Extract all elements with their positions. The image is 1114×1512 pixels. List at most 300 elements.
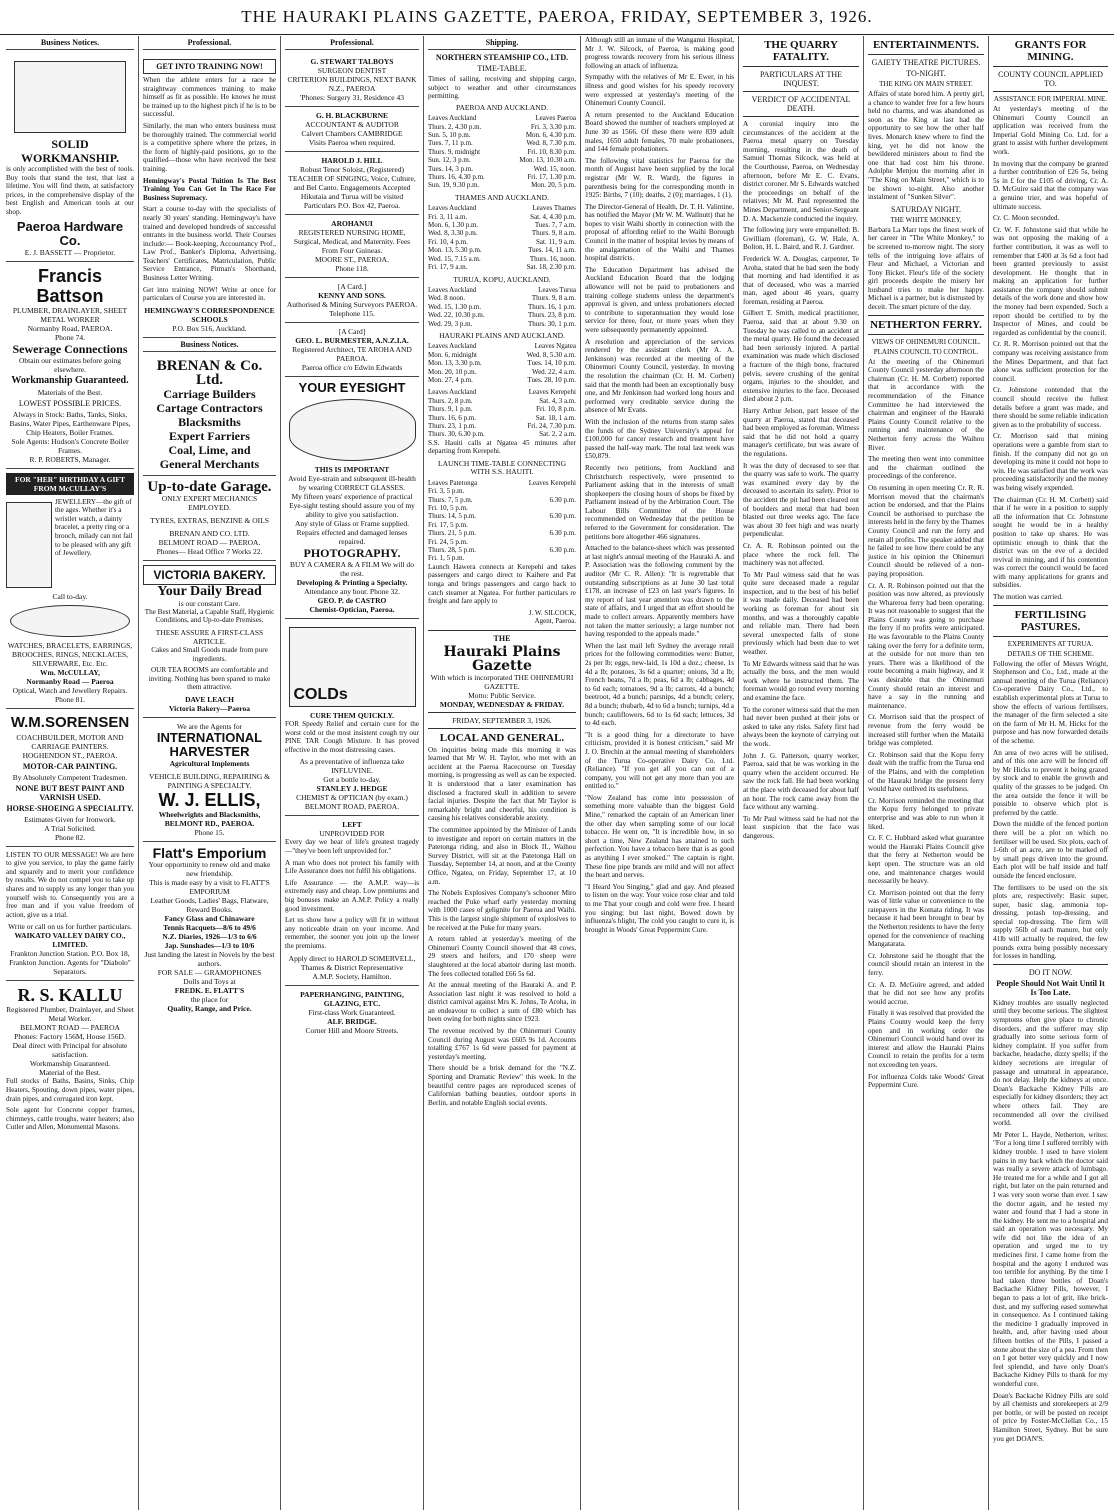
article-paragraph: On inquiries being made this morning it was learned that Mr W. H. Taylor, who met with an accident at the Paeroa Racecourse on Tuesday morning, is progressing as well as can be expected. It is understood that a later examination has disclosed a fractured skull in addition to severe facial injuries. Despite the fact that Mr Taylor is remarkably bright and cheerful, his condition is causing his relatives considerable anxiety. (428, 745, 576, 823)
article-headline: NETHERTON FERRY. (870, 318, 982, 331)
ad-text: Particulars P.O. Box 42, Paeroa. (303, 201, 401, 210)
ad-body: Similarly, the man who enters business must be thoroughly trained. The commercial world is a competitive sphere where the prizes, in the form of highly-paid positions, go to the qualified—those who have received the best training. (143, 121, 276, 173)
article-paragraph: The committee appointed by the Minister of Lands to investigate and report on certain matters in the Patetonga riding, and also in Block II., Waihou Survey District, will sit at the Patetonga Hall on Tuesday, September 14, at noon, and at the County Office, Ngatea, on Friday, September 17, at 10 a.m. (428, 826, 576, 886)
ad-text: Optical, Watch and Jewellery Repairs. (12, 685, 128, 695)
timetable-cell: Wed. 22, 10.30 p.m. (428, 311, 485, 320)
amp-ad (285, 816, 419, 985)
ad-address: BELMONT RD., PAEROA. (164, 819, 255, 828)
article-paragraph: Following the offer of Messrs Wright, Stephenson and Co., Ltd., made at the annual meeting of the Turua (Reliance) Co-operative Dairy Co., Ltd., to establish experimental plots at Turua to show the effects of various fertilisers, the manager of the firm selected a site on the farm of Mr H. M. Hicks for the purpose and has now forwarded details of the scheme. (993, 659, 1108, 745)
timetable-cell: Fri. 1, 5 p.m. (428, 554, 465, 563)
timetable-row (428, 213, 576, 221)
battson-ad (6, 262, 134, 469)
article-paragraph: Cr. Morrison said that mining operations were a gamble from start to finish. If the company did not go on developing its mine it could not hope to win. He was satisfied that the work was proceeding satisfactorily and the money was being wisely expended. (993, 432, 1108, 492)
article-subhead: ASSISTANCE FOR IMPERIAL MINE. (993, 95, 1108, 103)
article-subhead: GAIETY THEATRE PICTURES. (871, 58, 981, 67)
article-paragraph: Cr. Morrison said that the prospect of revenue from the ferry would be increased still further when the Mataiki bridge was completed. (868, 713, 984, 748)
timetable-cell: Wed. 8, 3.30 p.m. (428, 229, 478, 238)
timetable-cell: Thurs. 21, 5 p.m. (428, 529, 477, 538)
article-paragraph: Cr. Robinson said that the Kopu ferry dealt with the traffic from the Turua end of the Plains, and with the completion of the Hauraki bridge the present ferry would have outlived its usefulness. (868, 750, 984, 794)
ad-name: Francis Battson (36, 265, 104, 306)
timetable-cell: Fri. 17, 9 a.m. (428, 263, 468, 272)
ad-text: Paeroa office c/o Edwin Edwards (301, 363, 403, 372)
ad-heading: COLDs (293, 686, 348, 703)
timetable-cell: Sun. 5, 10 p.m. (428, 131, 471, 139)
ad-text: Authorised & Mining Surveyors PAEROA. (286, 300, 418, 309)
article-paragraph: Cr. Morrison pointed out that the ferry was of little value or convenience to the ratepayers in the Komata riding. It was because it had been brought to bear by the Netherton residents to have the ferry opened for the convenience of reaching Mangatarata. (868, 888, 984, 949)
timetable-cell: Sat. 11, 9 a.m. (536, 237, 576, 246)
ad-text: Apply direct to HAROLD SOMERVELL, (288, 953, 416, 963)
timetable-note: Launch Hawera connects at Kerepehi and takes passengers and cargo direct to Kaihere and Pat tonga and brings passengers and cargo back to catch steamer at Ngatea. For further particulars re freight and fare apply to (428, 562, 576, 606)
timetable (428, 460, 576, 626)
article-subhead: SATURDAY NIGHT. (891, 204, 961, 214)
timetable-row (428, 229, 576, 237)
article-subhead: PLAINS COUNCIL TO CONTROL. (873, 347, 979, 356)
timetable-cell: Fri. 3, 11 a.m. (428, 212, 468, 221)
gazette-date: FRIDAY, SEPTEMBER 3, 1926. (452, 715, 552, 725)
ad-text: First-class Work Guaranteed. (308, 1007, 396, 1017)
ad-text: Fancy Glass and Chinaware (164, 914, 255, 923)
ad-heading: Up-to-date Garage. (147, 478, 272, 495)
timetable-title: TIME-TABLE. (477, 64, 527, 73)
timetable-row (428, 414, 576, 422)
ad-heading: YOUR EYESIGHT (298, 380, 406, 395)
timetable-row (428, 131, 576, 139)
ad-text: A Trial Solicited. (44, 823, 96, 833)
ad-line: Carriage Builders (163, 386, 256, 401)
ad-name: WAIKATO VALLEY DAIRY CO., LIMITED. (14, 931, 126, 950)
ad-text: Write or call on us for further particulars. (8, 922, 132, 932)
article-headline: FERTILISING PASTURES. (1014, 608, 1087, 633)
ad-phone: 'Phones: Surgery 31, Residence 43 (300, 93, 404, 102)
blackburne-card (285, 107, 419, 152)
timetable-row (428, 487, 576, 495)
timetable (428, 332, 576, 384)
ad-name: Flatt's Emporium (152, 845, 267, 861)
article-paragraph: Down the middle of the fenced portion there will be a plot on which no fertiliser will be used. Six plots, each of 1-6th of an acre, are to be marked off by small pegs driven into the ground. Each plot will be half inside and half outside the fenced enclosure. (993, 820, 1108, 880)
timetable-cell: Wed. 15, 1.30 p.m. (428, 302, 482, 311)
ad-text: Materials of the Best. (37, 387, 103, 397)
timetable-cell: Thurs. 16, noon. (529, 254, 576, 263)
ad-text: Your opportunity to renew old and make new friendship. (148, 860, 271, 878)
ad-trade: Robust Tenor Soloist, (Registered) (300, 165, 404, 174)
article-paragraph: Cr. C. Moon seconded. (993, 214, 1060, 223)
ad-name: INTERNATIONAL HARVESTER (156, 730, 263, 759)
timetable-cell: Mon. 6, 4.30 p.m. (525, 131, 576, 139)
article-paragraph: The motion was carried. (993, 593, 1063, 602)
timetable-row (428, 554, 576, 562)
ad-text: Sole Agents: Hudson's Concrete Boiler Frames. (11, 436, 129, 455)
timetable-agent: Agent, Paeroa. (534, 617, 576, 626)
column-6 (864, 36, 989, 1510)
article-paragraph: In moving that the company be granted a further contribution of £26 5s, being 5s in £ for the £105 of driving, Cr. A. D. McGuire said that the company was a genuine trier, and was hopeful of ultimate success. (993, 159, 1108, 211)
bracelet-illustration (10, 605, 130, 637)
timetable-cell: Fri. 3, 5 p.m. (428, 487, 465, 496)
talboys-card (285, 53, 419, 107)
timetable-row (428, 422, 576, 430)
article-paragraph: Cr. Johnstone contended that the council should receive the fullest details before a grant was made, and there should be some reliable indication given as to the probability of success. (993, 386, 1108, 429)
timetable-cell: Thurs. 9, 8 a.m. (531, 229, 576, 238)
garage-ad (143, 476, 276, 561)
shipping-company: NORTHERN STEAMSHIP CO., LTD. (435, 53, 569, 62)
timetable-header-cell: Leaves Paeroa (535, 114, 576, 123)
article-paragraph: Cr. Johnstone said he thought that the council should retain an interest in the ferry. (868, 951, 984, 978)
timetable-row (428, 294, 576, 302)
article-paragraph: A return tabled at yesterday's meeting of the Ohinemuri County Council showed that 48 cows, 29 steers and heifers, and 170 sheep were slaughtered at the local abattoir during last month. The fees collected totalled £66 5s 6d. (428, 935, 576, 978)
ad-text: We are the Agents for (176, 722, 243, 731)
article-paragraph: Kidney troubles are usually neglected until they become serious. The slightest symptoms often give place to chronic disorders, and the sufferer may slip gradually into some serious form of kidney complaint. If you suffer from backache, headache, dizzy spells; if the kidney secretions are irregular of passage and unnatural in appearance, do not delay. Help the kidneys at once. Doan's Backache Kidney Pills are especially for kidney disorders; they act where others fail. They are recommended all over the civilised world. (993, 998, 1108, 1128)
timetable-header-cell: Leaves Kerepehi (528, 388, 576, 397)
timetable-agent: J. W. SILCOCK, (528, 608, 576, 617)
timetable-cell: Thurs. 30, 6.30 p.m. (428, 430, 485, 439)
article-headline: ENTERTAINMENTS. (872, 39, 980, 51)
ad-address: P.O. Box 516, Auckland. (172, 323, 247, 333)
article-paragraph: An area of two acres will be utilised, and of this one acre will be fenced off by Mr Hicks to prevent it being grazed by stock and to enable the growth and quality of the grasses to be judged. On the area outside the fence it will be possible to observe which plot is preferred by the cattle. (993, 748, 1108, 817)
article-paragraph: Cr. Morrison reminded the meeting that the Kopu ferry belonged to private enterprise and was able to run when it liked. (868, 796, 984, 831)
article-subhead: EXPERIMENTS AT TURUA. (1007, 639, 1094, 648)
ad-text: Developing & Printing a Specialty. (296, 578, 408, 587)
article-paragraph: It was the duty of deceased to see that the quarry was safe to work. The quarry was examined every day by the deceased to ascertain its safety. Prior to the accident the pit had been cleared out of boulders and metal that had been blasted out three weeks ago. The face was about 30 feet high and was nearly perpendicular. (743, 461, 859, 539)
ad-address: MOORE ST., PAEROA. (315, 255, 389, 264)
timetable-cell: Mon. 6, 1.30 p.m. (428, 221, 479, 230)
brenan-ad (143, 355, 276, 476)
ad-body: Get into training NOW! Write at once for particulars of Course you are interested in. (143, 285, 276, 303)
ad-address: Normanby Road, PAEROA. (27, 323, 113, 333)
harvester-ad (143, 718, 276, 842)
ad-heading: THIS IS IMPORTANT (314, 465, 390, 474)
timetable-cell: Wed. 15, 7.15 a.m. (428, 254, 481, 263)
timetable-cell: Mon. 27, 4 p.m. (428, 375, 473, 384)
article-paragraph: At yesterday's meeting of the Ohinemuri County Council an application was received from the Imperial Gold Mining Co. Ltd. for a grant to assist with further development work. (993, 105, 1108, 156)
article-paragraph: To Mr Paul witness said that he was quite sure deceased made a regular inspection, and to the best of his belief it was made daily. Deceased had been working as foreman for about six months, and was a thoroughly capable and reliable man. There had been several unexpected falls of stone previously which had been due to wet weather. (743, 570, 859, 657)
timetable-cell: Sun. 19, 9.30 p.m. (428, 181, 480, 190)
ad-text: TYRES, EXTRAS, BENZINE & OILS (150, 515, 269, 525)
ad-line: Expert Farriers (169, 428, 250, 443)
timetable-cell: Fri. 10, 8.30 p.m. (527, 147, 576, 156)
timetable-cell: Sat. 4, 3 a.m. (539, 396, 576, 405)
ad-name: G. STEWART TALBOYS (310, 57, 394, 66)
article-subhead: People Should Not Wait Until It Is Too Late. (996, 978, 1105, 997)
ad-body: JEWELLERY—the gift of the ages. Whether it's a wristlet watch, a dainty bracelet, a pretty ring or a brooch, milady can not fail to be pleased with any gift of Jewellery. (55, 497, 133, 558)
ad-body: When the athlete enters for a race he straightway commences training to make himself as fit as possible. He knows he must be trained up to the highest pitch if he is to be successful. (143, 76, 276, 119)
column-4 (581, 36, 739, 1510)
timetable-cell: Thurs. 16, 1 p.m. (527, 302, 576, 311)
section-header: Business Notices. (143, 338, 276, 352)
wristwatch-illustration (6, 502, 52, 588)
timetable (428, 194, 576, 272)
timetable-cell: Wed. 8 noon. (428, 294, 466, 303)
timetable-cell: Thurs. 9, 1 p.m. (428, 405, 473, 414)
ad-name: BRENAN AND CO. LTD. (169, 528, 250, 538)
article-subhead: COUNTY COUNCIL APPLIED TO. (998, 70, 1103, 88)
ad-name: R. S. KALLU (17, 985, 123, 1006)
article-paragraph: The following jury were empanelled: B. Gwilliam (foreman), G. W. Hale, A. Bolton, H. L. Baird, and R. J. Gardner. (743, 226, 859, 252)
ad-proprietor: E. J. BASSETT — Proprietor. (24, 247, 116, 257)
mccullay-ad (6, 469, 134, 709)
ad-phone: Phones: Factory 156M, House 156D. (14, 1032, 126, 1042)
ad-trade: CHEMIST & OPTICIAN (by exam.) (296, 793, 408, 803)
timetable-header-cell: Leaves Ngatea (534, 342, 576, 351)
ad-body: A man who does not protect his family with Life Assurance does not fulfil his obligations. (285, 858, 419, 876)
ad-text: Jap. Sunshades—1/3 to 10/6 (164, 941, 255, 950)
ad-body: Hemingway's Postal Tuition Is The Best Training You Can Get In The Race For Business Supremacy. (143, 176, 276, 202)
article-paragraph: The Director-General of Health, Dr. T. H. Valintine, has notified the Mayor (Mr W. M. Wallnutt) that he hopes to visit Waihi shortly in connection with the proposal of affording relief to the Waihi Borough Council in the matter of hospital levies by means of the amalgamation of the Waihi and Thames hospital districts. (585, 202, 734, 263)
timetable-header (428, 204, 576, 212)
ad-text: TEACHER OF SINGING, Voice, Culture, and Bel Canto. Engagements Accepted (288, 174, 416, 192)
timetable-row (428, 303, 576, 311)
ad-text: REGISTERED NURSING HOME, Surgical, Medical, and Maternity. Fees From Four Guineas. (293, 228, 411, 255)
timetable-header-cell: Leaves Turua (538, 285, 576, 294)
ad-phone: Telephone 115. (329, 309, 375, 318)
timetable-cell: 6.30 p.m. (549, 512, 576, 521)
ad-name: HAROLD J. HILL (321, 156, 383, 165)
ad-line: General Merchants (159, 456, 260, 471)
ad-text: is our constant Care. (178, 598, 241, 608)
timetable-route-title: PAEROA AND AUCKLAND. (455, 102, 549, 112)
ad-heading: Your Daily Bread (157, 583, 262, 599)
ad-text: Wheelwrights and Blacksmiths, (158, 810, 261, 819)
ad-name: BRENAN & Co. Ltd. (156, 357, 263, 388)
ad-text: Always in Stock: Baths, Tanks, Sinks, Basins, Water Pipes, Earthenware Pipes, Chip Heaters, Boiler Frames. (9, 409, 131, 437)
timetable-cell: Mon. 13, 3.30 p.m. (428, 359, 482, 368)
timetable-header-cell: Leaves Auckland (428, 342, 477, 351)
timetable-row (428, 359, 576, 367)
gazette-days: MONDAY, WEDNESDAY & FRIDAY. (439, 699, 565, 709)
ad-text: N.Z. Diaries, 1926—1/3 to 6/6 (162, 932, 257, 941)
timetable-cell: 6.30 p.m. (549, 546, 576, 555)
ad-text: [A Card] (338, 327, 366, 336)
article-paragraph: Gilbert T. Smith, medical practitioner, Paeroa, said that at about 9.30 on Tuesday he was called to an accident at the metal quarry. He found the deceased had been seriously injured. A partial examination was made which disclosed a fracture of the thigh bone, fractured pelvis, severe crushing of the genital organs, injuries to the shoulder, and extensive injuries to the face. Deceased died about 2 p.m. (743, 309, 859, 404)
article-paragraph: Cr. A. R. Robinson pointed out that the position was now altered, as previously the Whareroa ferry had been operating. It was not reasonable to suggest that the Plains County was going to purchase the ferry if no profits were anticipated. He was favourable to the Plains County taking over the ferry for a definite term, at the outside for not more than ten years. There was a likelihood of the route becoming a main highway, and it was desirable that the Ohinemuri County should retain an interest and have a say in the running and maintenance. (868, 581, 984, 710)
ad-phone: Phone 81. (55, 694, 85, 704)
film-title: THE WHITE MONKEY. (890, 215, 962, 224)
timetable-row (428, 512, 576, 520)
timetable-cell: Sat. 4, 4.30 p.m. (530, 212, 576, 221)
article-paragraph: Cr. W. F. Johnstone said that while he was not opposing the making of a further contribution, it was as well to remember that £400 at 3s 6d a foot had been granted previously to assist development. He thought that in making an application for further assistance the company should submit details of the work done and show how the money had been expended. Such a report should be certified to by the Inspector of Mines, and could be regarded as confidential by the council. (993, 225, 1108, 337)
timetable-note: Times of sailing, receiving and shipping cargo, subject to weather and other circumstances permitting. (428, 75, 576, 101)
hill-card (285, 152, 419, 215)
ad-heading: Sewerage Connections (12, 341, 128, 356)
article-paragraph: Attached to the balance-sheet which was presented at last night's annual meeting of the Hauraki A. and P. Association was the following comment by the auditor (Mr C. R. Allen): "It is regrettable that outstanding subscriptions as at June 30 last total £178, an increase of £23 on last year's figures. In my report of last year attention was drawn to the state of affairs, and I urged that an effort should be made to collect arrears. Apparently members have not taken the matter seriously; a large number not having responded to the appeals made." (585, 544, 734, 639)
ad-heading: PHOTOGRAPHY. (303, 546, 401, 560)
article-paragraph: Although still an inmate of the Wanganui Hospital, Mr J. W. Silcock, of Paeroa, is making good progress towards recovery from his serious illness following an attack of influenza. (585, 36, 734, 70)
timetable-row (428, 546, 576, 554)
article-paragraph: There should be a brisk demand for the "N.Z. Sporting and Dramatic Review" this week. In the beautiful centre pages are reproduced scenes of Californian bathing beauties, outdoor sports in Berlin, and notable English social events. (428, 1064, 576, 1107)
ad-text: FREDK. E. FLATT'S (174, 986, 245, 995)
gazette-title: Hauraki Plains Gazette (443, 643, 561, 674)
ad-text: My fifteen years' experience of practical Eye-sight testing should assure you of my ability to give you satisfaction. (289, 492, 415, 519)
column-2 (281, 36, 424, 1510)
article-paragraph: The Nobels Explosives Company's schooner Miro reached the Puke wharf early yesterday morning with 1000 cases of gelignite for Paeroa and Waihi. This is the largest single shipment of explosives to be received at the Puke for many years. (428, 889, 576, 932)
article-paragraph: A return presented to the Auckland Education Board showed the number of teachers employed at June 30 as 1566. Of these there were 839 adult males, 1650 adult females, 70 male probationers, and 144 female probationers. (585, 110, 734, 154)
ad-body: The Best Material, a Capable Staff, Hygienic Conditions, and Up-to-date Premises. (144, 607, 275, 625)
article-paragraph: With the inclusion of the returns from stamp sales the funds of the Sydney University's appeal for £100,000 for cancer research and treatment have passed the half-way mark. The total last week was £50,879. (585, 417, 734, 461)
ad-body: Every day we hear of life's greatest tragedy—"they've been left unprovided for." (285, 838, 419, 855)
timetable-cell: Thurs. 23, 8 p.m. (527, 311, 576, 320)
article-paragraph: Recently two petitions, from Auckland and Christchurch respectively, were presented to Parliament asking that in the interests of small shopkeepers the closing hours of shops be fixed by Parliament instead of by the Arbitration Court. The Labour Bills Committee of the House recommended on Wednesday that the petition be referred to the Government for consideration. The petitions bore altogether 466 signatures. (585, 463, 734, 541)
article-subhead: DETAILS OF THE SCHEME. (1007, 649, 1094, 658)
colds-illustration (289, 627, 416, 707)
ad-address: Normanby Road — Paeroa (26, 676, 114, 686)
ad-text: Agricultural Implements (169, 759, 250, 768)
ad-text: BUY A CAMERA & A FILM We will do the rest. (290, 560, 414, 578)
ad-body: Let us show how a policy will fit in without any noticeable drain on your income. And remember, the sooner you join up the lower the premiums. (285, 916, 419, 950)
ad-heading: SOLID (51, 137, 89, 151)
article-paragraph: On resuming in open meeting Cr. R. R. Morrison moved that the chairman's action be endorsed, and that the Plains Council be authorised to purchase the interests held in the ferry by the Thames County Council and run the ferry and retain all profits. The speaker added that he failed to see how there could be any justice in his opinion the Ohinemuri Council should be relieved of a non-paying proposition. (868, 483, 984, 578)
article-paragraph: Cr. F. C. Hubbard asked what guarantee would the Hauraki Plains Council give that the ferry at Netherton would be kept open. The structure was an old one, and maintenance charges would necessarily be heavy. (868, 834, 984, 886)
ad-text: Estimates Given for Ironwork. (24, 814, 116, 824)
timetable-cell: Wed. 22, 4 a.m. (532, 367, 576, 376)
ad-text: Obtain our estimates before going elsewhere. (18, 355, 122, 374)
ad-heading: FOR "HER" BIRTHDAY A GIFT FROM McCULLAY'S (6, 473, 134, 495)
timetable-row (428, 351, 576, 359)
ad-text: Material of the Best. (39, 1068, 101, 1078)
hemingway-ad (143, 53, 276, 338)
article-paragraph: John J. G. Patterson, quarry worker, Paeroa, said that he was working in the quarry when the accident occurred. He saw the rock fall. He had been working at the place with deceased for about half an hour. The rock came away from the face without any warning. (743, 751, 859, 812)
article-paragraph: A coronial inquiry into the circumstances of the accident at the Paeroa metal quarry on Tuesday morning, resulting in the death of Samuel Thomas Silcock, was held at the Courthouse, Paeroa, on Wednesday afternoon, before Mr E. C. Evans, district coroner. Mr S. Edwards watched the proceedings on behalf of the relatives; Mr M. Paul represented the Mines Department, and Senior-Sergeant D. A. Mackenzie conducted the inquiry. (743, 120, 859, 223)
timetable (428, 276, 576, 328)
ad-heading: Workmanship Guaranteed. (11, 374, 129, 386)
timetable-cell: Fri. 24, 7.30 p.m. (527, 422, 576, 430)
ad-text: Tennis Racquets—8/6 to 49/6 (163, 923, 256, 932)
timetable-row (428, 123, 576, 131)
ad-address: BELMONT ROAD — PAEROA (20, 1023, 120, 1033)
section-header: Business Notices. (6, 36, 134, 50)
timetable-cell: Mon. 20, 10 p.m. (428, 367, 477, 376)
article-paragraph: The meeting then went into committee and the chairman outlined the proceedings of the conference. (868, 455, 984, 481)
timetable-header-cell: Leaves Thames (532, 204, 576, 213)
timetable-row (428, 504, 576, 512)
ad-name: VICTORIA BAKERY. (143, 565, 276, 585)
timetable-row (428, 221, 576, 229)
article-paragraph: Doan's Backache Kidney Pills are sold by all chemists and storekeepers at 2/9 per bottle, or will be posted on receipt of price by Foster-McClellan Co., 15 Hamilton Street, Sydney. But be sure you get DOAN'S. (993, 1391, 1108, 1443)
article-paragraph: At the annual meeting of the Hauraki A. and P. Association last night it was resolved to hold a district carnival against Mrs K. Johns, Te Aroha, in an endeavour to collect a sum of £80 which has been owing for both nights since 1923. (428, 981, 576, 1024)
ad-trade: Chemist-Optician, Paeroa. (309, 605, 395, 614)
article-paragraph: At the meeting of the Ohinemuri County Council yesterday afternoon the chairman (Cr. H. M. Corbett) reported that in accordance with the recommendation of the Finance Committee he had interviewed the chairman and engineer of the Hauraki Plains County Council relative to the running and maintenance of the Netherton ferry across the Waihou River. (868, 357, 984, 452)
ad-text: THESE ASSURE A FIRST-CLASS ARTICLE. (155, 628, 264, 647)
timetable-cell: Sat. 2, 2 a.m. (539, 430, 576, 439)
article-paragraph: Barbara La Marr tops the finest work of her career in "The White Monkey," to be screened to-morrow night. The story tells of the intriguing love affairs of Fleur and Michael, a Victorian and Tony Bicket. Fleur's life of the society girl proceeds despite the misery her husband tries to make her happy. Michael is a partner, but is distrusted by deceit. The smart picture of the day. (868, 225, 984, 312)
column-7 (989, 36, 1112, 1510)
timetable-cell: Fri. 3, 3.30 p.m. (530, 122, 576, 131)
tools-illustration (14, 61, 126, 133)
article-subhead: TO-NIGHT. (906, 69, 946, 78)
timetable-cell: Fri. 17, 1.30 p.m. (527, 173, 576, 182)
sorensen-ad (6, 709, 134, 847)
article-paragraph: "It is a good thing for a directorate to have criticism, provided it is honest criticism," said Mr J. O. Brechin at the annual meeting of shareholders of the Turua Co-operative Dairy Co. Ltd. (Reliance). "If you get all you can out of a company, you will not get any more than you are entitled to." (585, 730, 734, 791)
ad-text: Workmanship Guaranteed. (29, 1059, 111, 1069)
section-header: Shipping. (428, 36, 576, 50)
article-paragraph: "I Heard You Singing," glad and gay. And pleased to listen on the way. Your voice rose clear and told to me That your cough and cold were free. I heard you singing; but last night, Bowed down by influenza's blight, The cold you caught to cure it, is brought in Woods' Great Peppermint Cure. (585, 882, 734, 934)
timetable-cell: Mon. 13, 10.30 a.m. (519, 156, 576, 165)
timetable-cell: Sun. 12, 3 p.m. (428, 156, 471, 165)
timetable-row (428, 246, 576, 254)
article-paragraph: Frederick W. A. Douglas, carpenter, Te Aroha, stated that he had seen the body that morning and had identified it as that of deceased, who was a married man, aged about 46 years, quarry foreman, residing at Paeroa. (743, 254, 859, 306)
timetable-cell: Tues. 28, 10 p.m. (527, 375, 576, 384)
ad-name: HEMINGWAY'S CORRESPONDENCE SCHOOLS (144, 305, 275, 324)
ad-heading: PAPERHANGING, PAINTING, GLAZING, ETC. (300, 989, 404, 1008)
ad-text: Thames & District Representative (300, 962, 404, 972)
ad-text: Any style of Glass or Frame supplied. (295, 519, 409, 528)
timetable-row (428, 521, 576, 529)
timetable-row (428, 156, 576, 164)
timetable-row (428, 139, 576, 147)
timetable-cell: Wed. 8, 7.30 p.m. (526, 139, 576, 148)
ad-name: Paeroa Hardware Co. (16, 218, 124, 248)
masthead: THE HAURAKI PLAINS GAZETTE, PAEROA, FRIDAY, SEPTEMBER 3, 1926. (0, 0, 1114, 35)
ad-text: the place for (190, 995, 229, 1004)
timetable-row (428, 538, 576, 546)
timetable-cell: Thurs. 16, 4.30 p.m. (428, 173, 485, 182)
ad-text: Call to-day. (52, 591, 88, 601)
ad-name: GEO. L. BURMESTER, A.N.Z.I.A. (295, 336, 409, 345)
timetable-cell: Tues. 14, 10 p.m. (527, 359, 576, 368)
hardware-ad (6, 53, 134, 262)
timetable-header-cell: Leaves Auckland (428, 114, 477, 123)
timetable-cell: Fri. 24, 5 p.m. (428, 537, 468, 546)
ad-name: KENNY AND SONS. (318, 291, 386, 300)
article-paragraph: Cr. R. R. Morrison pointed out that the company was receiving assistance from the Mines Department, and that fact alone was sufficient protection for the council. (993, 340, 1108, 383)
ad-trade: COACHBUILDER, MOTOR AND CARRIAGE PAINTERS. (16, 732, 124, 751)
ad-text: Attendance any hour. Phone 32. (304, 587, 400, 596)
timetable-cell: Sat. 18, 1 a.m. (535, 413, 576, 422)
timetable-row (428, 529, 576, 537)
timetable-cell: Wed. 15, noon. (533, 164, 576, 173)
ad-text: Just landing the latest in Novels by the best authors. (144, 950, 275, 968)
ad-text: Dolls and Toys at (183, 977, 236, 986)
bakery-ad (143, 561, 276, 718)
ad-text: [A Card.] (337, 282, 367, 291)
timetable-row (428, 165, 576, 173)
timetable-header-cell: Leaves Auckland (428, 204, 477, 213)
ad-text: Visits Paeroa when required. (308, 138, 396, 147)
timetable-cell: Thurs. 9, 8 a.m. (531, 294, 576, 303)
timetable (428, 388, 576, 456)
ad-name: Wm. McCULLAY, (39, 667, 101, 677)
ad-text: WATCHES, BRACELETS, EARRINGS, BROOCHES, RINGS, NECKLACES, SILVERWARE, Etc. Etc. (7, 640, 133, 668)
ad-phone: Phone 118. (335, 264, 369, 273)
article-paragraph: Sympathy with the relatives of Mr E. Ewer, in his illness and good wishes for his speedy recovery were expressed at yesterday's meeting of the Ohinemuri County Council. (585, 73, 734, 108)
kallu-ad (6, 981, 134, 1139)
ad-trade: SURGEON DENTIST (317, 66, 387, 75)
section-header: Professional. (285, 36, 419, 50)
timetable-cell: Thurs. 30, 1 p.m. (527, 319, 576, 328)
timetable-row (428, 405, 576, 413)
timetable-header-cell: Leaves Patetonga (428, 478, 478, 487)
ad-text: VEHICLE BUILDING, REPAIRING & PAINTING A SPECIALTY. (149, 772, 270, 790)
ad-text: As a preventative of influenza take INFLUVINE. (299, 757, 405, 776)
ad-phone: Phone 82. (55, 832, 85, 842)
column-0 (2, 36, 139, 1510)
column-1 (139, 36, 281, 1510)
ad-heading: GET INTO TRAINING NOW! (143, 59, 276, 74)
ad-address: HOGHENDON ST., PAEROA. (22, 750, 118, 760)
ad-heading: NONE BUT BEST PAINT AND VARNISH USED. (15, 783, 125, 802)
ad-phone: Phone 15. (194, 828, 225, 837)
timetable-routes (428, 104, 576, 626)
article-paragraph: Cr. A. D. McGuire agreed, and added that he did not see how any profits would accrue. (868, 980, 984, 1006)
gazette-subtitle: With which is incorporated THE OHINEMURI GAZETTE. (430, 672, 574, 691)
ad-address: BELMONT ROAD — PAEROA. (158, 537, 261, 547)
timetable-cell: Mon. 20, 5 p.m. (531, 181, 576, 190)
ad-body: OUR TEA ROOMS are comfortable and inviting. Nothing has been spared to make them attractive. (148, 666, 271, 692)
kenny-card (285, 278, 419, 323)
timetable-row (428, 311, 576, 319)
column-5 (739, 36, 864, 1510)
timetable-cell: Thurs. 23, 1 p.m. (428, 422, 477, 430)
timetable-cell: Thurs. 7, 5 p.m. (428, 495, 473, 504)
ad-text: FOR SALE — GRAMOPHONES (157, 968, 262, 977)
ad-address: Corner Hill and Moore Streets. (305, 1025, 399, 1035)
